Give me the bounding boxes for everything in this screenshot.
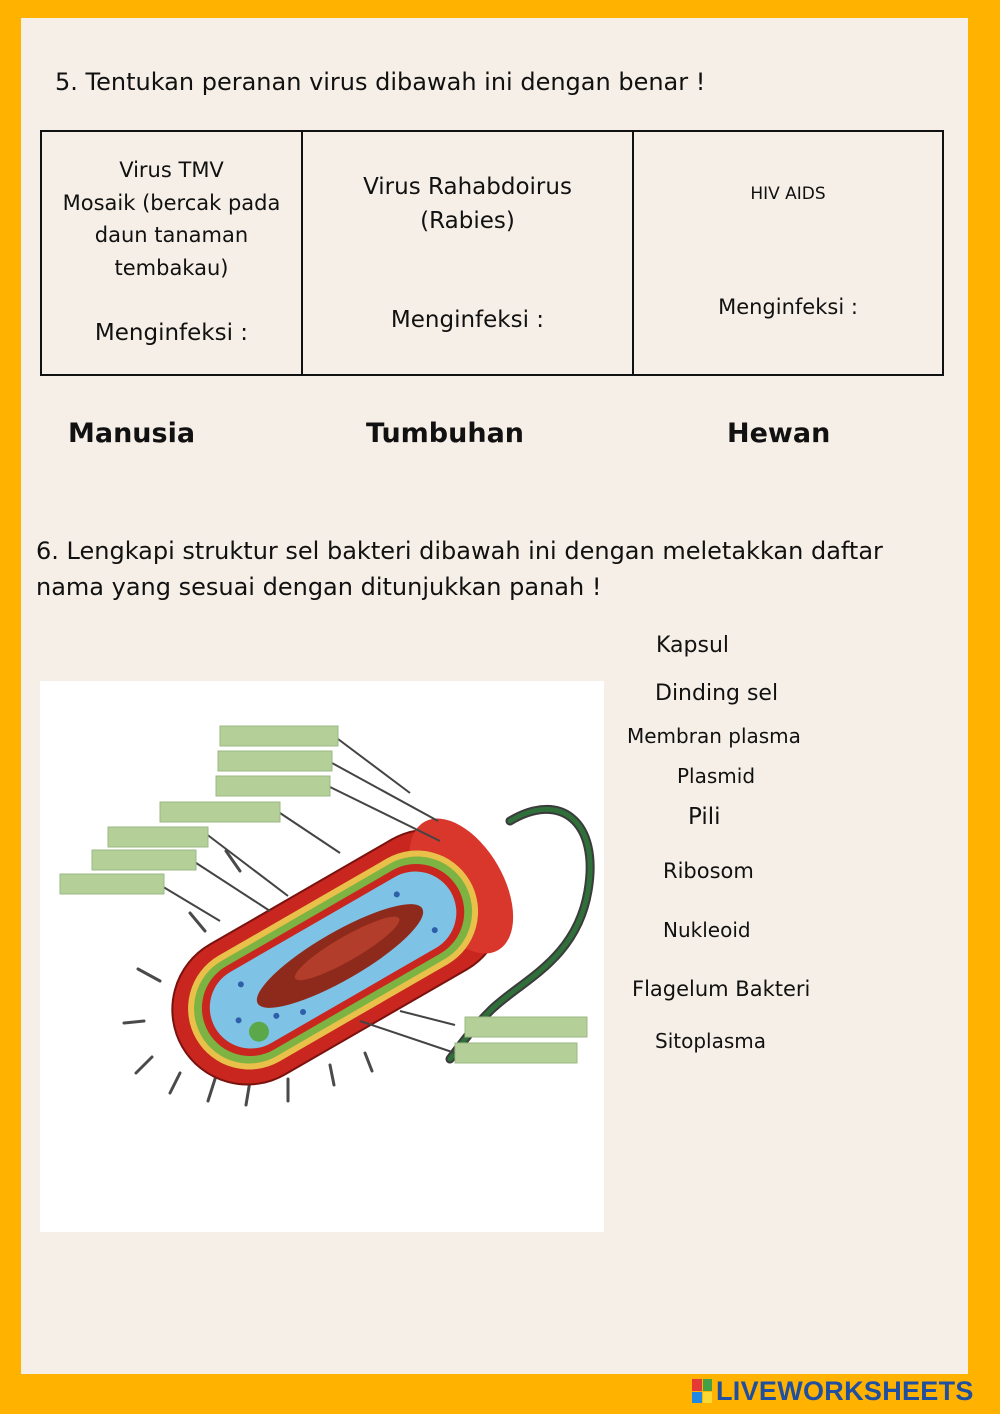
label-kapsul[interactable]: Kapsul [656, 633, 730, 658]
answer-option-manusia[interactable]: Manusia [68, 418, 196, 449]
label-membran-plasma[interactable]: Membran plasma [627, 724, 801, 748]
virus-name-tmv: Virus TMV Mosaik (bercak pada daun tanaman tembakau) [62, 158, 281, 280]
answer-option-tumbuhan[interactable]: Tumbuhan [366, 418, 525, 449]
virus-table [40, 130, 944, 376]
infects-label-rabies[interactable]: Menginfeksi : [390, 307, 545, 333]
question-6-title: 6. Lengkapi struktur sel bakteri dibawah ini dengan meletakkan daftar nama yang sesuai dengan ditunjukkan panah ! [36, 537, 883, 601]
label-dinding-sel[interactable]: Dinding sel [655, 681, 779, 706]
answer-option-hewan[interactable]: Hewan [727, 418, 831, 449]
drop-zone-5[interactable] [108, 827, 208, 847]
virus-name-rabies: Virus Rahabdoirus (Rabies) [363, 174, 572, 234]
infects-label-hiv[interactable]: Menginfeksi : [718, 295, 858, 319]
drop-zone-2[interactable] [218, 751, 332, 771]
liveworksheets-logo-icon [692, 1379, 712, 1403]
drop-zone-1[interactable] [220, 726, 338, 746]
drop-zone-8[interactable] [465, 1017, 587, 1037]
label-pili[interactable]: Pili [688, 804, 721, 830]
label-nukleoid[interactable]: Nukleoid [663, 918, 751, 942]
question-5-title: 5. Tentukan peranan virus dibawah ini dengan benar ! [55, 68, 706, 96]
liveworksheets-brand [692, 1374, 974, 1408]
brand-name: LIVEWORKSHEETS [716, 1375, 974, 1406]
bacteria-cell-illustration [40, 681, 604, 1232]
virus-name-hiv: HIV AIDS [750, 184, 826, 204]
label-ribosom[interactable]: Ribosom [663, 859, 754, 883]
table-cell-hiv [632, 132, 942, 374]
label-sitoplasma[interactable]: Sitoplasma [655, 1029, 766, 1053]
label-flagelum-bakteri[interactable]: Flagelum Bakteri [632, 977, 811, 1001]
drop-zone-9[interactable] [455, 1043, 577, 1063]
table-cell-tmv [42, 132, 301, 374]
drop-zone-7[interactable] [60, 874, 164, 894]
table-cell-rabies [301, 132, 632, 374]
label-plasmid[interactable]: Plasmid [677, 764, 756, 788]
drop-zone-3[interactable] [216, 776, 330, 796]
drop-zone-4[interactable] [160, 802, 280, 822]
bacteria-cell-diagram [40, 681, 604, 1232]
drop-zone-6[interactable] [92, 850, 196, 870]
infects-label-tmv[interactable]: Menginfeksi : [94, 320, 249, 346]
